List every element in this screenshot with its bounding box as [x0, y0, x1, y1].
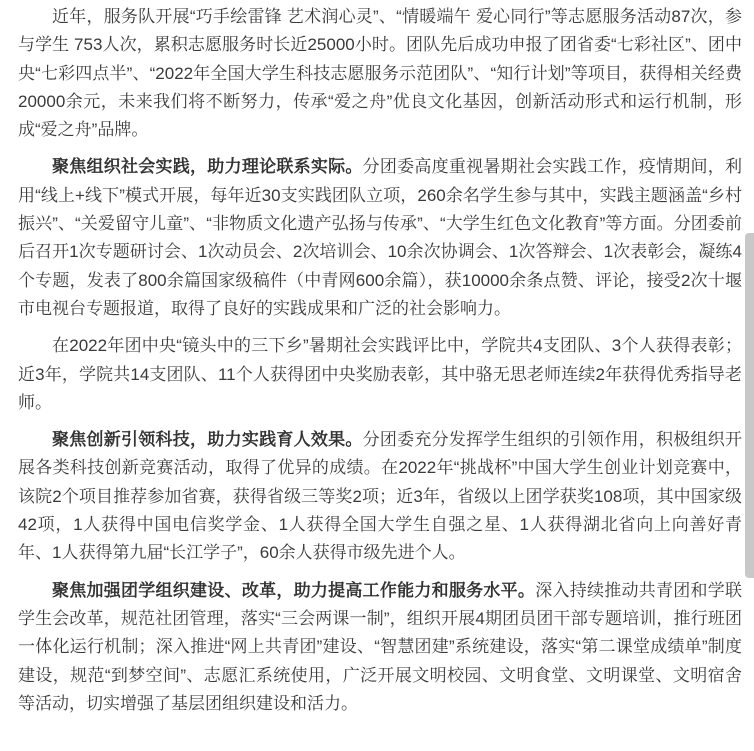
paragraph-awards-2022	[18, 332, 742, 417]
paragraph-text: 分团委高度重视暑期社会实践工作，疫情期间，利用“线上+线下”模式开展，每年近30支实践团队立项，260余名学生参与其中，实践主题涵盖“乡村振兴”、“关爱留守儿童”、“非物质文化遗产弘扬与传承”、“大学生红色文化教育”等方面。分团委前后召开1次专题研讨会、1次动员会、2次培训会、10余次协调会、1次答辩会、1次表彰会，凝练4个专题，发表了800余篇国家级稿件（中青网600余篇），获10000余条点赞、评论，接受2次十堰市电视台专题报道，取得了良好的实践成果和广泛的社会影响力。	[18, 157, 743, 318]
paragraph-text: 近年，服务队开展“巧手绘雷锋 艺术润心灵”、“情暖端午 爱心同行”等志愿服务活动87次，参与学生 753人次，累积志愿服务时长近25000小时。团队先后成功申报了团省委“七彩社区”、团中央“七彩四点半”、“2022年全国大学生科技志愿服务示范团队”、“知行计划”等项目，获得相关经费20000余元，未来我们将不断努力，传承“爱之舟”优良文化基因，创新活动形式和运行机制，形成“爱之舟”品牌。	[18, 7, 742, 140]
paragraph-league-reform	[18, 577, 742, 718]
paragraph-lead: 聚焦组织社会实践，助力理论联系实际。	[52, 157, 363, 177]
scrollbar-thumb[interactable]	[745, 233, 754, 578]
paragraph-social-practice	[18, 153, 742, 323]
paragraph-text: 深入持续推动共青团和学联学生会改革，规范社团管理，落实“三会两课一制”，组织开展4期团员团干部专题培训，推行班团一体化运行机制；深入推进“网上共青团”建设、“智慧团建”系统建设，落实“第二课堂成绩单”制度建设，规范“到梦空间”、志愿汇系统使用，广泛开展文明校园、文明食堂、文明课堂、文明宿舍等活动，切实增强了基层团组织建设和活力。	[18, 580, 743, 713]
paragraph-lead: 聚焦创新引领科技，助力实践育人效果。	[52, 430, 363, 450]
paragraph-sci-tech-innovation	[18, 426, 742, 567]
paragraph-text: 分团委充分发挥学生组织的引领作用，积极组织开展各类科技创新竞赛活动，取得了优异的成绩。在2022年“挑战杯”中国大学生创业计划竞赛中，该院2个项目推荐参加省赛，获得省级三等奖2项；近3年，省级以上团学获奖108项，其中国家级42项，1人获得中国电信奖学金、1人获得全国大学生自强之星、1人获得湖北省向上向善好青年、1人获得第九届“长江学子”，60余人获得市级先进个人。	[18, 430, 743, 563]
paragraph-volunteer-service	[18, 3, 742, 144]
paragraph-text: 在2022年团中央“镜头中的三下乡”暑期社会实践评比中，学院共4支团队、3个人获得表彰；近3年，学院共14支团队、11个人获得团中央奖励表彰，其中骆无思老师连续2年获得优秀指导老师。	[18, 336, 742, 412]
paragraph-lead: 聚焦加强团学组织建设、改革，助力提高工作能力和服务水平。	[52, 580, 536, 600]
